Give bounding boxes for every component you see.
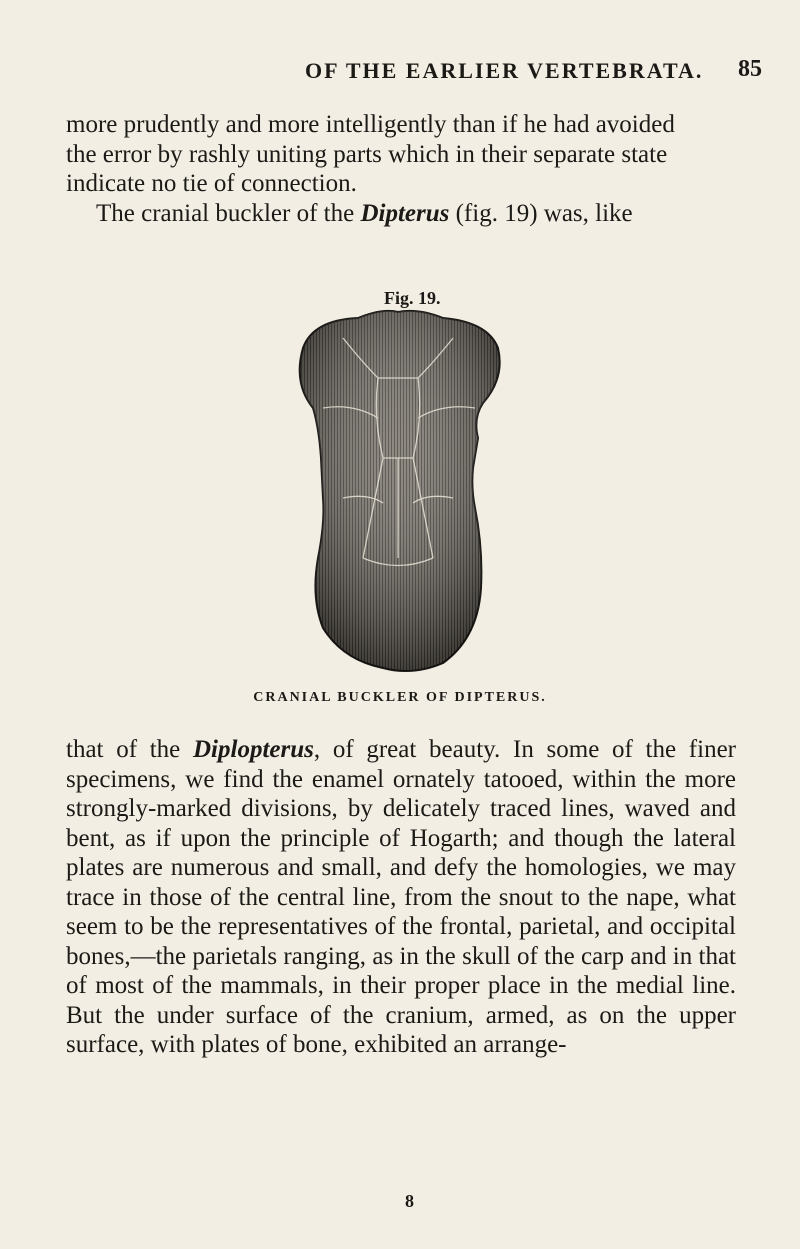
- page-number: 85: [738, 56, 762, 82]
- running-head-title: OF THE EARLIER VERTEBRATA.: [305, 58, 704, 83]
- text-line: more prudently and more intelligently than if he had avoided: [66, 111, 675, 138]
- text-span: that of the: [66, 736, 193, 763]
- figure-label: Fig. 19.: [384, 288, 441, 308]
- figure-caption: CRANIAL BUCKLER OF DIPTERUS.: [253, 690, 547, 705]
- paragraph-after-figure: [66, 735, 736, 1060]
- paragraph-text: [66, 735, 736, 1060]
- text-line: [66, 199, 736, 229]
- italic-genus-name: Diplopterus: [193, 736, 314, 763]
- paragraph-before-figure: [66, 110, 736, 228]
- cranial-buckler-illustration: [283, 308, 513, 676]
- italic-genus-name: Dipterus: [360, 199, 450, 227]
- text-span: (fig. 19) was, like: [449, 199, 633, 227]
- text-span: , of great beauty. In some of the finer specimens, we find the enamel ornately tatooed, within the more strongly-marked divisions, by delicately traced lines, waved and bent, as if upon the principle of Hogarth; and though the lateral plates are numerous and small, and defy the homologies, we may trace in those of the central line, from the snout to the nape, what seem to be the representatives of the frontal, parietal, and occipital bones,—the parietals ranging, as in the skull of the carp and in that of most of the mammals, in their proper place in the medial line. But the under surface of the cranium, armed, as on the upper surface, with plates of bone, exhibited an arrange-: [66, 736, 737, 1058]
- text-line: indicate no tie of connection.: [66, 170, 357, 197]
- running-head: [0, 58, 800, 98]
- text-span: The cranial buckler of the: [96, 199, 361, 227]
- text-line: the error by rashly uniting parts which in their separate state: [66, 140, 668, 168]
- signature-mark: 8: [405, 1191, 414, 1211]
